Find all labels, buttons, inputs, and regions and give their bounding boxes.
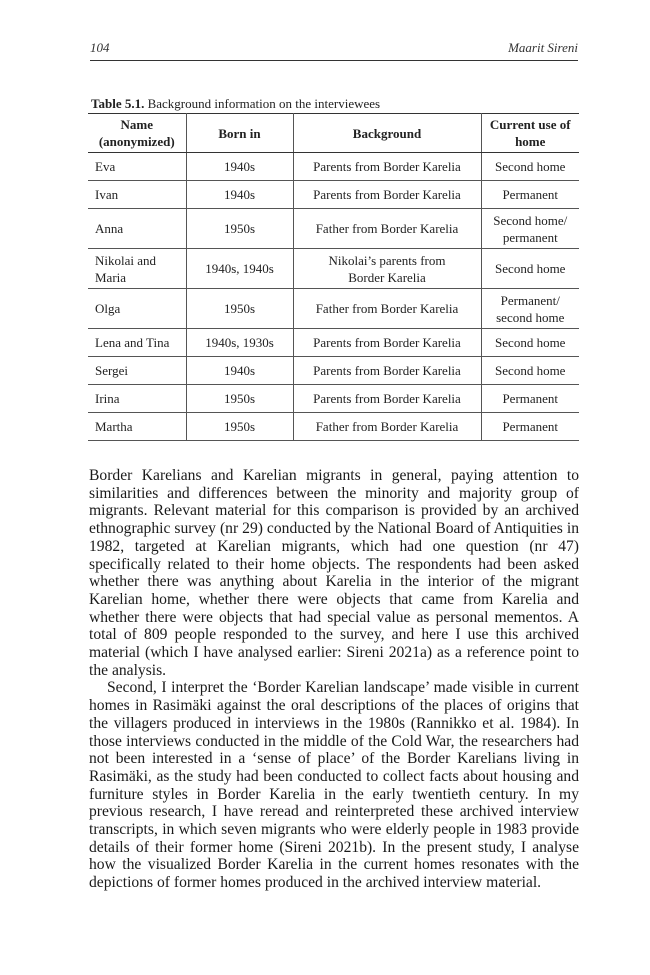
cell-background: Father from Border Karelia [293,209,481,249]
table-row [88,329,579,357]
table-row [88,385,579,413]
table-header-row [88,114,579,153]
cell-name: Olga [88,289,186,329]
running-author: Maarit Sireni [508,40,578,55]
cell-name: Lena and Tina [88,329,186,357]
cell-born: 1950s [186,385,293,413]
table-caption [91,96,579,112]
cell-name: Nikolai and Maria [88,249,186,289]
cell-background: Father from Border Karelia [293,413,481,441]
cell-born: 1940s [186,181,293,209]
table-row [88,181,579,209]
header-rule [90,60,578,61]
table-row [88,289,579,329]
cell-use: Second home [481,357,579,385]
table-row [88,209,579,249]
col-header-born: Born in [186,114,293,153]
cell-use: Permanent [481,385,579,413]
cell-born: 1940s [186,153,293,181]
cell-name: Martha [88,413,186,441]
cell-name: Anna [88,209,186,249]
running-header [90,40,578,56]
cell-background: Father from Border Karelia [293,289,481,329]
table-caption-label: Table 5.1. [91,96,145,111]
col-header-name: Name (anonymized) [88,114,186,153]
interviewees-table [88,113,579,441]
cell-use: Permanent [481,181,579,209]
cell-background: Parents from Border Karelia [293,181,481,209]
col-header-background: Background [293,114,481,153]
cell-born: 1950s [186,413,293,441]
cell-born: 1940s, 1940s [186,249,293,289]
body-paragraph: Border Karelians and Karelian migrants in general, paying attention to similarities and differences between the minority and majority group of migrants. Relevant material for this comparison is provided by an archived ethnographic survey (nr 29) conducted by the National Board of Antiquities in 1982, targeted at Karelian migrants, which had one question (nr 47) specifically related to their home objects. The respondents had been asked whether there was anything about Karelia in the interior of the migrant Karelian home, whether there were objects that came from Karelia and whether there were objects that had special value as personal mementos. A total of 809 people responded to the survey, and here I use this archived material (which I have analysed earlier: Sireni 2021a) as a reference point to the analysis. [89,467,579,679]
cell-background: Nikolai’s parents from Border Karelia [293,249,481,289]
cell-background: Parents from Border Karelia [293,153,481,181]
table-row [88,413,579,441]
cell-born: 1940s [186,357,293,385]
cell-born: 1950s [186,289,293,329]
cell-background: Parents from Border Karelia [293,329,481,357]
cell-use: Second home/ permanent [481,209,579,249]
page-number: 104 [90,40,110,55]
cell-name: Eva [88,153,186,181]
table-row [88,153,579,181]
cell-born: 1940s, 1930s [186,329,293,357]
table-caption-text: Background information on the interviewees [147,96,381,111]
cell-use: Permanent/ second home [481,289,579,329]
cell-name: Sergei [88,357,186,385]
table-row [88,357,579,385]
col-header-use: Current use of home [481,114,579,153]
body-text [89,467,579,892]
table-row [88,249,579,289]
cell-background: Parents from Border Karelia [293,385,481,413]
body-paragraph: Second, I interpret the ‘Border Karelian landscape’ made visible in current homes in Rasimäki against the oral descriptions of the places of origins that the villagers produced in interviews in the 1980s (Rannikko et al. 1984). In those interviews conducted in the middle of the Cold War, the researchers had not been interested in a ‘sense of place’ of the Border Karelians living in Rasimäki, as the study had been conducted to collect facts about housing and furniture styles in Border Karelia in the early twentieth century. In my previous research, I have reread and reinterpreted these archived interview transcripts, in which seven migrants who were elderly people in 1983 provide details of their former home (Sireni 2021b). In the present study, I analyse how the visualized Border Karelia in the current homes resonates with the depictions of former homes produced in the archived interview material. [89,679,579,892]
cell-use: Second home [481,153,579,181]
cell-name: Irina [88,385,186,413]
cell-born: 1950s [186,209,293,249]
cell-background: Parents from Border Karelia [293,357,481,385]
cell-use: Second home [481,329,579,357]
cell-use: Permanent [481,413,579,441]
cell-use: Second home [481,249,579,289]
cell-name: Ivan [88,181,186,209]
